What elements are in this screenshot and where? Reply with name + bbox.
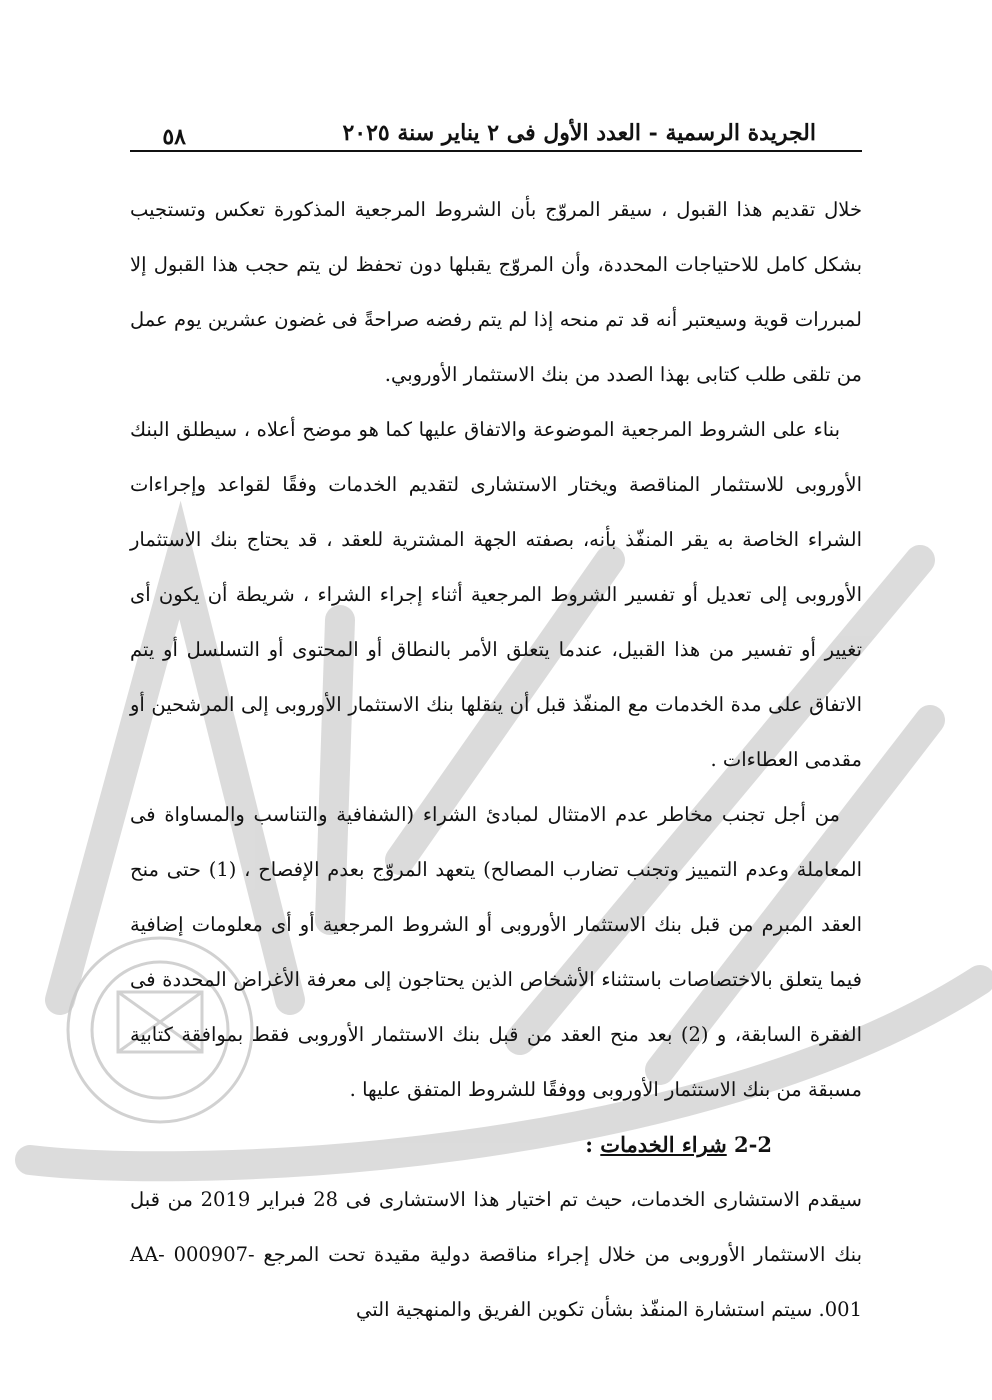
paragraph: بناء على الشروط المرجعية الموضوعة والاتفاق عليها كما هو موضح أعلاه ، سيطلق البنك الأوروبى للاستثمار المناقصة ويختار الاستشارى لتقديم الخدمات وفقًا لقواعد وإجراءات الشراء الخاصة به يقر المنفّذ بأنه، بصفته الجهة المشترية للعقد ، قد يحتاج بنك الاستثمار الأوروبى إلى تعديل أو تفسير الشروط المرجعية أثناء إجراء الشراء ، شريطة أن يكون أى تغيير أو تفسير من هذا القبيل، عندما يتعلق الأمر بالنطاق أو المحتوى أو التسلسل أو يتم الاتفاق على مدة الخدمات مع المنفّذ قبل أن ينقلها بنك الاستثمار الأوروبى إلى المرشحين أو مقدمى العطاءات . xyxy=(130,418,862,771)
page-header xyxy=(130,108,862,152)
paragraph: خلال تقديم هذا القبول ، سيقر المروّج بأن الشروط المرجعية المذكورة تعكس وتستجيب بشكل كامل للاحتياجات المحددة، وأن المروّج يقبلها دون تحفظ لن يتم حجب هذا القبول إلا لمبررات قوية وسيعتبر أنه قد تم منحه إذا لم يتم رفضه صراحةً فى غضون عشرين يوم عمل من تلقى طلب كتابى بهذا الصدد من بنك الاستثمار الأوروبي. xyxy=(130,198,862,386)
document-body xyxy=(130,182,862,1337)
gazette-title: الجريدة الرسمية - العدد الأول فى ٢ يناير سنة ٢٠٢٥ xyxy=(342,120,816,146)
section-number: 2-2 xyxy=(734,1132,772,1157)
paragraph: من أجل تجنب مخاطر عدم الامتثال لمبادئ الشراء (الشفافية والتناسب والمساواة فى المعاملة وعدم التمييز وتجنب تضارب المصالح) يتعهد المروّج بعدم الإفصاح ، (1) حتى منح العقد المبرم من قبل بنك الاستثمار الأوروبى أو الشروط المرجعية أو أى معلومات إضافية فيما يتعلق بالاختصاصات باستثناء الأشخاص الذين يحتاجون إلى معرفة الأغراض المحددة فى الفقرة السابقة، و (2) بعد منح العقد من قبل بنك الاستثمار الأوروبى فقط بموافقة كتابية مسبقة من بنك الاستثمار الأوروبى ووفقًا للشروط المتفق عليها . xyxy=(130,803,862,1101)
section-title: شراء الخدمات xyxy=(600,1132,727,1157)
section-colon: : xyxy=(585,1132,593,1157)
section-heading xyxy=(130,1117,862,1172)
page-number: ٥٨ xyxy=(162,124,186,150)
paragraph: سيقدم الاستشارى الخدمات، حيث تم اختيار هذا الاستشارى فى 28 فبراير 2019 من قبل بنك الاستثمار الأوروبى من خلال إجراء مناقصة دولية مقيدة تحت المرجع AA- 000907- 001. سيتم استشارة المنفّذ بشأن تكوين الفريق والمنهجية التي xyxy=(130,1188,863,1321)
document-page xyxy=(130,108,862,1338)
